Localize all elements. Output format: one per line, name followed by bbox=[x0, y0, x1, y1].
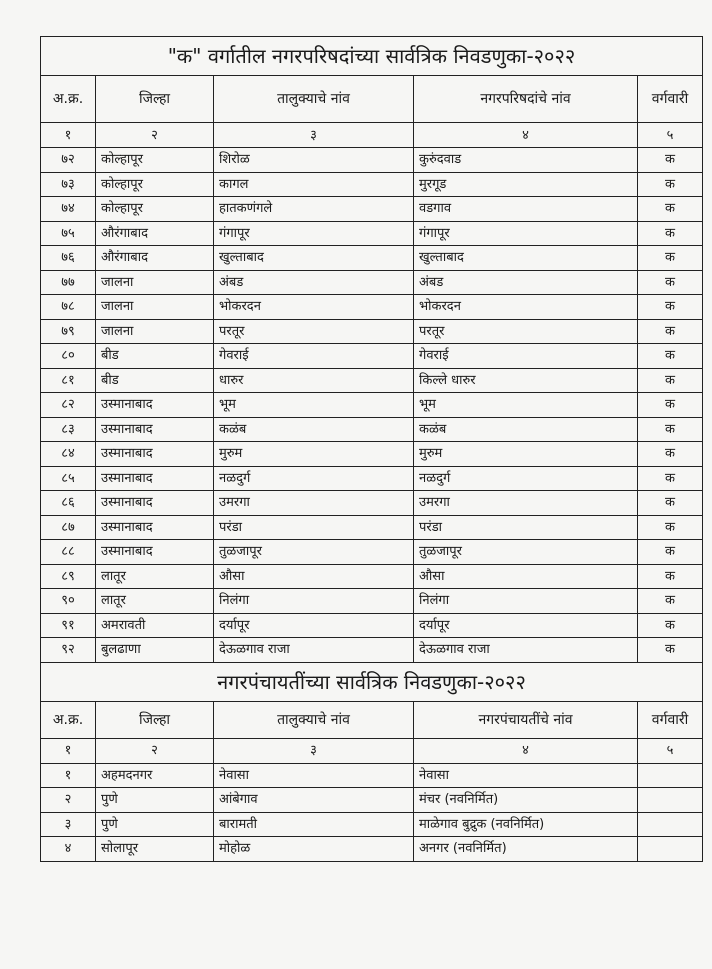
district-cell: जालना bbox=[96, 270, 214, 295]
section1-title-row bbox=[41, 37, 703, 76]
column-header: अ.क्र. bbox=[41, 701, 96, 738]
election-document bbox=[40, 36, 702, 862]
serial-cell: ७७ bbox=[41, 270, 96, 295]
column-number: ३ bbox=[214, 738, 414, 763]
table-row bbox=[41, 221, 703, 246]
council-name-cell: वडगाव bbox=[414, 197, 638, 222]
taluka-cell: गेवराई bbox=[214, 344, 414, 369]
category-cell: क bbox=[638, 270, 703, 295]
taluka-cell: धारुर bbox=[214, 368, 414, 393]
serial-cell: ८४ bbox=[41, 442, 96, 467]
council-name-cell: उमरगा bbox=[414, 491, 638, 516]
serial-cell: ७३ bbox=[41, 172, 96, 197]
serial-cell: ८३ bbox=[41, 417, 96, 442]
taluka-cell: कळंब bbox=[214, 417, 414, 442]
column-number: २ bbox=[96, 123, 214, 148]
council-name-cell: तुळजापूर bbox=[414, 540, 638, 565]
section2-header-row bbox=[41, 701, 703, 738]
taluka-cell: दर्यापूर bbox=[214, 613, 414, 638]
table-row bbox=[41, 515, 703, 540]
taluka-cell: भूम bbox=[214, 393, 414, 418]
category-cell bbox=[638, 812, 703, 837]
district-cell: सोलापूर bbox=[96, 837, 214, 862]
table-row bbox=[41, 788, 703, 813]
serial-cell: ८१ bbox=[41, 368, 96, 393]
category-cell: क bbox=[638, 148, 703, 173]
council-name-cell: औसा bbox=[414, 564, 638, 589]
column-header: तालुक्याचे नांव bbox=[214, 701, 414, 738]
serial-cell: ७५ bbox=[41, 221, 96, 246]
taluka-cell: देऊळगाव राजा bbox=[214, 638, 414, 663]
category-cell: क bbox=[638, 466, 703, 491]
council-name-cell: किल्ले धारुर bbox=[414, 368, 638, 393]
taluka-cell: उमरगा bbox=[214, 491, 414, 516]
section-title: "क" वर्गातील नगरपरिषदांच्या सार्वत्रिक निवडणुका-२०२२ bbox=[41, 37, 703, 76]
table-row bbox=[41, 368, 703, 393]
table-row bbox=[41, 638, 703, 663]
table-row bbox=[41, 246, 703, 271]
table-row bbox=[41, 148, 703, 173]
table-row bbox=[41, 540, 703, 565]
serial-cell: ८० bbox=[41, 344, 96, 369]
district-cell: कोल्हापूर bbox=[96, 172, 214, 197]
taluka-cell: कागल bbox=[214, 172, 414, 197]
council-name-cell: मुरुम bbox=[414, 442, 638, 467]
district-cell: उस्मानाबाद bbox=[96, 466, 214, 491]
taluka-cell: बारामती bbox=[214, 812, 414, 837]
district-cell: अमरावती bbox=[96, 613, 214, 638]
serial-cell: ३ bbox=[41, 812, 96, 837]
council-name-cell: अंबड bbox=[414, 270, 638, 295]
table-row bbox=[41, 344, 703, 369]
council-name-cell: नेवासा bbox=[414, 763, 638, 788]
district-cell: जालना bbox=[96, 319, 214, 344]
serial-cell: ४ bbox=[41, 837, 96, 862]
column-number: १ bbox=[41, 738, 96, 763]
district-cell: औरंगाबाद bbox=[96, 221, 214, 246]
district-cell: लातूर bbox=[96, 589, 214, 614]
taluka-cell: परतूर bbox=[214, 319, 414, 344]
table-row bbox=[41, 466, 703, 491]
table-row bbox=[41, 613, 703, 638]
district-cell: बीड bbox=[96, 344, 214, 369]
council-name-cell: दर्यापूर bbox=[414, 613, 638, 638]
taluka-cell: मोहोळ bbox=[214, 837, 414, 862]
serial-cell: ८८ bbox=[41, 540, 96, 565]
column-header: जिल्हा bbox=[96, 701, 214, 738]
district-cell: उस्मानाबाद bbox=[96, 417, 214, 442]
district-cell: उस्मानाबाद bbox=[96, 442, 214, 467]
taluka-cell: नळदुर्ग bbox=[214, 466, 414, 491]
serial-cell: ८९ bbox=[41, 564, 96, 589]
council-name-cell: परंडा bbox=[414, 515, 638, 540]
column-number: १ bbox=[41, 123, 96, 148]
category-cell: क bbox=[638, 540, 703, 565]
column-header: जिल्हा bbox=[96, 76, 214, 123]
taluka-cell: परंडा bbox=[214, 515, 414, 540]
district-cell: लातूर bbox=[96, 564, 214, 589]
district-cell: जालना bbox=[96, 295, 214, 320]
category-cell: क bbox=[638, 491, 703, 516]
table-row bbox=[41, 295, 703, 320]
serial-cell: ८६ bbox=[41, 491, 96, 516]
table-row bbox=[41, 812, 703, 837]
serial-cell: ७८ bbox=[41, 295, 96, 320]
council-name-cell: कुरुंदवाड bbox=[414, 148, 638, 173]
category-cell: क bbox=[638, 515, 703, 540]
district-cell: औरंगाबाद bbox=[96, 246, 214, 271]
category-cell: क bbox=[638, 319, 703, 344]
column-header: तालुक्याचे नांव bbox=[214, 76, 414, 123]
category-cell bbox=[638, 763, 703, 788]
column-header: नगरपरिषदांचे नांव bbox=[414, 76, 638, 123]
council-name-cell: गेवराई bbox=[414, 344, 638, 369]
district-cell: पुणे bbox=[96, 788, 214, 813]
council-name-cell: मंचर (नवनिर्मित) bbox=[414, 788, 638, 813]
taluka-cell: भोकरदन bbox=[214, 295, 414, 320]
category-cell: क bbox=[638, 589, 703, 614]
category-cell: क bbox=[638, 246, 703, 271]
table-row bbox=[41, 319, 703, 344]
council-name-cell: परतूर bbox=[414, 319, 638, 344]
column-header: वर्गवारी bbox=[638, 701, 703, 738]
column-number: ४ bbox=[414, 738, 638, 763]
taluka-cell: गंगापूर bbox=[214, 221, 414, 246]
serial-cell: ७९ bbox=[41, 319, 96, 344]
table-row bbox=[41, 564, 703, 589]
taluka-cell: औसा bbox=[214, 564, 414, 589]
category-cell: क bbox=[638, 393, 703, 418]
district-cell: बीड bbox=[96, 368, 214, 393]
district-cell: कोल्हापूर bbox=[96, 197, 214, 222]
taluka-cell: खुल्ताबाद bbox=[214, 246, 414, 271]
taluka-cell: आंबेगाव bbox=[214, 788, 414, 813]
district-cell: बुलढाणा bbox=[96, 638, 214, 663]
table-row bbox=[41, 417, 703, 442]
category-cell: क bbox=[638, 368, 703, 393]
table-row bbox=[41, 197, 703, 222]
council-name-cell: माळेगाव बुद्रुक (नवनिर्मित) bbox=[414, 812, 638, 837]
category-cell bbox=[638, 788, 703, 813]
council-name-cell: खुल्ताबाद bbox=[414, 246, 638, 271]
category-cell: क bbox=[638, 197, 703, 222]
category-cell: क bbox=[638, 613, 703, 638]
district-cell: उस्मानाबाद bbox=[96, 540, 214, 565]
column-header: वर्गवारी bbox=[638, 76, 703, 123]
council-name-cell: निलंगा bbox=[414, 589, 638, 614]
serial-cell: ८७ bbox=[41, 515, 96, 540]
category-cell: क bbox=[638, 638, 703, 663]
table-row bbox=[41, 270, 703, 295]
district-cell: उस्मानाबाद bbox=[96, 491, 214, 516]
category-cell bbox=[638, 837, 703, 862]
council-name-cell: गंगापूर bbox=[414, 221, 638, 246]
council-name-cell: कळंब bbox=[414, 417, 638, 442]
table-row bbox=[41, 442, 703, 467]
column-number: २ bbox=[96, 738, 214, 763]
serial-cell: २ bbox=[41, 788, 96, 813]
district-cell: उस्मानाबाद bbox=[96, 515, 214, 540]
column-number: ४ bbox=[414, 123, 638, 148]
category-cell: क bbox=[638, 172, 703, 197]
section-title: नगरपंचायतींच्या सार्वत्रिक निवडणुका-२०२२ bbox=[41, 662, 703, 701]
table-body bbox=[41, 37, 703, 862]
taluka-cell: निलंगा bbox=[214, 589, 414, 614]
serial-cell: ८२ bbox=[41, 393, 96, 418]
taluka-cell: शिरोळ bbox=[214, 148, 414, 173]
section2-title-row bbox=[41, 662, 703, 701]
serial-cell: ७२ bbox=[41, 148, 96, 173]
serial-cell: ७४ bbox=[41, 197, 96, 222]
taluka-cell: तुळजापूर bbox=[214, 540, 414, 565]
column-header: नगरपंचायतींचे नांव bbox=[414, 701, 638, 738]
table-row bbox=[41, 837, 703, 862]
section1-header-row bbox=[41, 76, 703, 123]
taluka-cell: नेवासा bbox=[214, 763, 414, 788]
council-name-cell: अनगर (नवनिर्मित) bbox=[414, 837, 638, 862]
serial-cell: ९१ bbox=[41, 613, 96, 638]
serial-cell: ९२ bbox=[41, 638, 96, 663]
taluka-cell: हातकणंगले bbox=[214, 197, 414, 222]
column-number: ५ bbox=[638, 123, 703, 148]
section2-column-number-row bbox=[41, 738, 703, 763]
column-header: अ.क्र. bbox=[41, 76, 96, 123]
table-row bbox=[41, 393, 703, 418]
table-row bbox=[41, 172, 703, 197]
council-name-cell: नळदुर्ग bbox=[414, 466, 638, 491]
district-cell: उस्मानाबाद bbox=[96, 393, 214, 418]
council-name-cell: देऊळगाव राजा bbox=[414, 638, 638, 663]
election-table bbox=[40, 36, 703, 862]
council-name-cell: भोकरदन bbox=[414, 295, 638, 320]
category-cell: क bbox=[638, 417, 703, 442]
council-name-cell: मुरगूड bbox=[414, 172, 638, 197]
taluka-cell: मुरुम bbox=[214, 442, 414, 467]
district-cell: अहमदनगर bbox=[96, 763, 214, 788]
serial-cell: १ bbox=[41, 763, 96, 788]
serial-cell: ८५ bbox=[41, 466, 96, 491]
serial-cell: ७६ bbox=[41, 246, 96, 271]
district-cell: कोल्हापूर bbox=[96, 148, 214, 173]
district-cell: पुणे bbox=[96, 812, 214, 837]
category-cell: क bbox=[638, 295, 703, 320]
section1-column-number-row bbox=[41, 123, 703, 148]
column-number: ३ bbox=[214, 123, 414, 148]
serial-cell: ९० bbox=[41, 589, 96, 614]
table-row bbox=[41, 589, 703, 614]
table-row bbox=[41, 763, 703, 788]
category-cell: क bbox=[638, 442, 703, 467]
category-cell: क bbox=[638, 344, 703, 369]
category-cell: क bbox=[638, 221, 703, 246]
column-number: ५ bbox=[638, 738, 703, 763]
category-cell: क bbox=[638, 564, 703, 589]
council-name-cell: भूम bbox=[414, 393, 638, 418]
table-row bbox=[41, 491, 703, 516]
taluka-cell: अंबड bbox=[214, 270, 414, 295]
